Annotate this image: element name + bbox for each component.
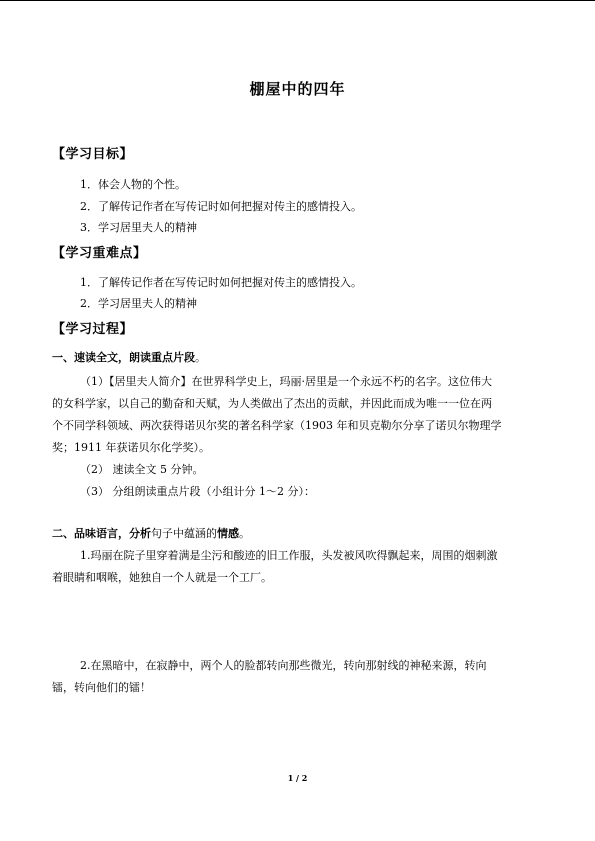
- section-1-title: [52, 349, 206, 365]
- goal-item-3: 3．学习居里夫人的精神: [80, 221, 197, 234]
- section-2-title-text-1: 句子中蕴涵的: [151, 527, 217, 540]
- question-1-line-2: 着眼睛和咽喉，她独自一个人就是一个工厂。: [52, 571, 272, 584]
- document-title: 棚屋中的四年: [249, 80, 346, 98]
- question-2-line-1: 2.在黑暗中，在寂静中，两个人的脸都转向那些微光，转向那射线的神秘来源，转向: [80, 659, 487, 672]
- section-1-title-suffix: 。: [195, 351, 206, 364]
- page-number: 1 / 2: [287, 773, 308, 783]
- step-2-line: （2） 速读全文 5 分钟。: [80, 463, 204, 476]
- section-1-title-bold: 一、速读全文，朗读重点片段: [52, 351, 195, 364]
- intro-line-1: （1）【居里夫人简介】在世界科学史上，玛丽·居里是一个永远不朽的名字。这位伟大: [80, 375, 492, 388]
- key-point-item-2: 2．学习居里夫人的精神: [80, 297, 197, 310]
- intro-line-4: 奖；1911 年获诺贝尔化学奖）。: [52, 441, 210, 454]
- section-2-title: [52, 525, 250, 541]
- heading-key-points: 【学习重难点】: [52, 246, 147, 261]
- heading-learning-goals: 【学习目标】: [52, 147, 134, 162]
- section-2-title-bold-1: 二、品味语言，分析: [52, 527, 151, 540]
- section-2-title-text-2: 。: [239, 527, 250, 540]
- top-border-line: [0, 0, 595, 1]
- heading-learning-process: 【学习过程】: [52, 322, 134, 337]
- section-2-title-bold-2: 情感: [217, 527, 239, 540]
- intro-line-2: 的女科学家，以自己的勤奋和天赋，为人类做出了杰出的贡献，并因此而成为唯一一位在两: [52, 397, 492, 410]
- intro-line-3: 个不同学科领域、两次获得诺贝尔奖的著名科学家（1903 年和贝克勒尔分享了诺贝尔物理学: [52, 419, 502, 432]
- question-2-line-2: 镭，转向他们的镭！: [52, 681, 151, 694]
- goal-item-1: 1．体会人物的个性。: [80, 178, 186, 191]
- goal-item-2: 2．了解传记作者在写传记时如何把握对传主的感情投入。: [80, 200, 362, 213]
- step-3-line: （3） 分组朗读重点片段（小组计分 1～2 分）：: [80, 485, 315, 498]
- question-1-line-1: 1.玛丽在院子里穿着满是尘污和酸迹的旧工作服，头发被风吹得飘起来，周围的烟刺激: [80, 549, 498, 562]
- key-point-item-1: 1．了解传记作者在写传记时如何把握对传主的感情投入。: [80, 276, 362, 289]
